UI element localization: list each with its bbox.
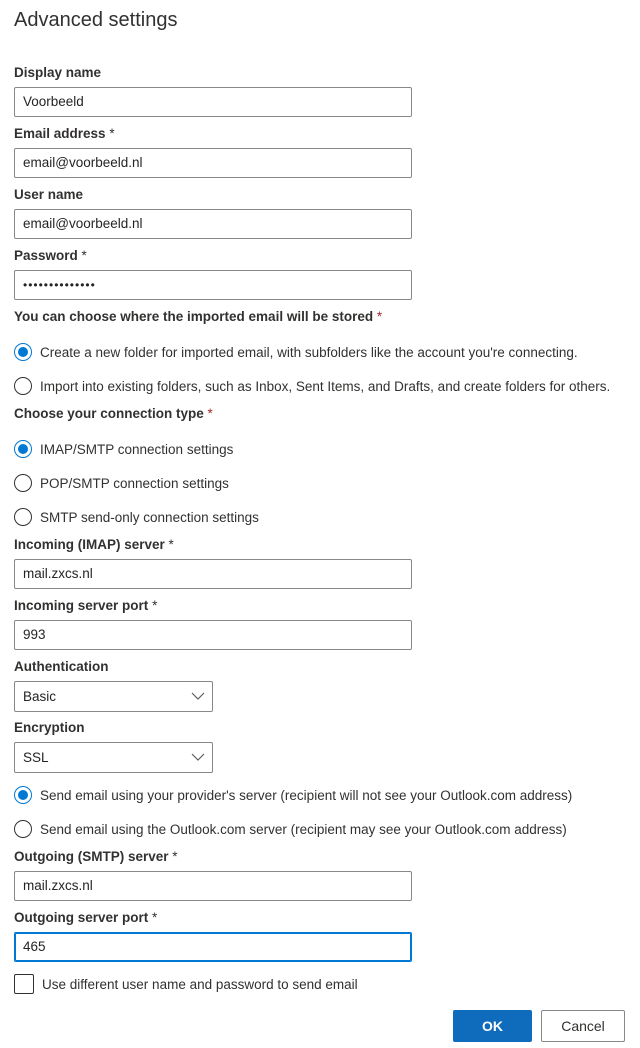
email-address-input[interactable]: email@voorbeeld.nl xyxy=(14,148,412,178)
encryption-label: Encryption xyxy=(14,720,85,735)
encryption-select[interactable] xyxy=(14,742,213,773)
user-name-label: User name xyxy=(14,187,84,202)
storage-option-existing-folders-label: Import into existing folders, such as Inbox, Sent Items, and Drafts, and create folders for others. xyxy=(40,378,611,394)
page-title: Advanced settings xyxy=(14,9,178,31)
cancel-button[interactable]: Cancel xyxy=(541,1010,625,1042)
user-name-input[interactable]: email@voorbeeld.nl xyxy=(14,209,412,239)
authentication-value: Basic xyxy=(23,689,57,704)
chevron-down-icon xyxy=(191,691,205,701)
incoming-port-label: Incoming server port * xyxy=(14,598,158,613)
ok-button[interactable]: OK xyxy=(453,1010,532,1042)
storage-option-existing-folders[interactable] xyxy=(14,375,610,397)
outgoing-server-input[interactable]: mail.zxcs.nl xyxy=(14,871,412,901)
authentication-select[interactable] xyxy=(14,681,213,712)
radio-selected-icon[interactable] xyxy=(14,786,32,804)
connection-option-pop-label: POP/SMTP connection settings xyxy=(40,475,229,491)
storage-label: You can choose where the imported email will be stored * xyxy=(14,309,383,324)
radio-unselected-icon[interactable] xyxy=(14,377,32,395)
different-credentials-checkbox[interactable] xyxy=(14,974,34,994)
connection-option-pop[interactable] xyxy=(14,472,229,494)
display-name-label: Display name xyxy=(14,65,102,80)
connection-option-imap[interactable] xyxy=(14,438,233,460)
incoming-port-input[interactable]: 993 xyxy=(14,620,412,650)
outgoing-server-label: Outgoing (SMTP) server * xyxy=(14,849,178,864)
outgoing-port-label: Outgoing server port * xyxy=(14,910,158,925)
storage-option-new-folder[interactable] xyxy=(14,341,578,363)
authentication-label: Authentication xyxy=(14,659,109,674)
different-credentials-label: Use different user name and password to send email xyxy=(42,976,358,992)
radio-selected-icon[interactable] xyxy=(14,343,32,361)
storage-option-new-folder-label: Create a new folder for imported email, with subfolders like the account you're connecting. xyxy=(40,344,578,360)
password-input[interactable]: •••••••••••••• xyxy=(14,270,412,300)
connection-type-label: Choose your connection type * xyxy=(14,406,213,421)
incoming-server-label: Incoming (IMAP) server * xyxy=(14,537,174,552)
radio-unselected-icon[interactable] xyxy=(14,508,32,526)
send-option-provider-server[interactable] xyxy=(14,784,572,806)
radio-unselected-icon[interactable] xyxy=(14,474,32,492)
connection-option-imap-label: IMAP/SMTP connection settings xyxy=(40,441,234,457)
chevron-down-icon xyxy=(191,752,205,762)
different-credentials-row[interactable] xyxy=(14,974,358,994)
incoming-server-input[interactable]: mail.zxcs.nl xyxy=(14,559,412,589)
password-label: Password * xyxy=(14,248,87,263)
send-option-outlook-label: Send email using the Outlook.com server (recipient may see your Outlook.com address) xyxy=(40,821,567,837)
send-option-outlook-server[interactable] xyxy=(14,818,567,840)
encryption-value: SSL xyxy=(23,750,49,765)
radio-unselected-icon[interactable] xyxy=(14,820,32,838)
email-address-label: Email address * xyxy=(14,126,115,141)
connection-option-smtp[interactable] xyxy=(14,506,259,528)
radio-selected-icon[interactable] xyxy=(14,440,32,458)
display-name-input[interactable]: Voorbeeld xyxy=(14,87,412,117)
send-option-provider-label: Send email using your provider's server (recipient will not see your Outlook.com address) xyxy=(40,787,573,803)
outgoing-port-input[interactable]: 465 xyxy=(14,932,412,962)
connection-option-smtp-label: SMTP send-only connection settings xyxy=(40,509,259,525)
